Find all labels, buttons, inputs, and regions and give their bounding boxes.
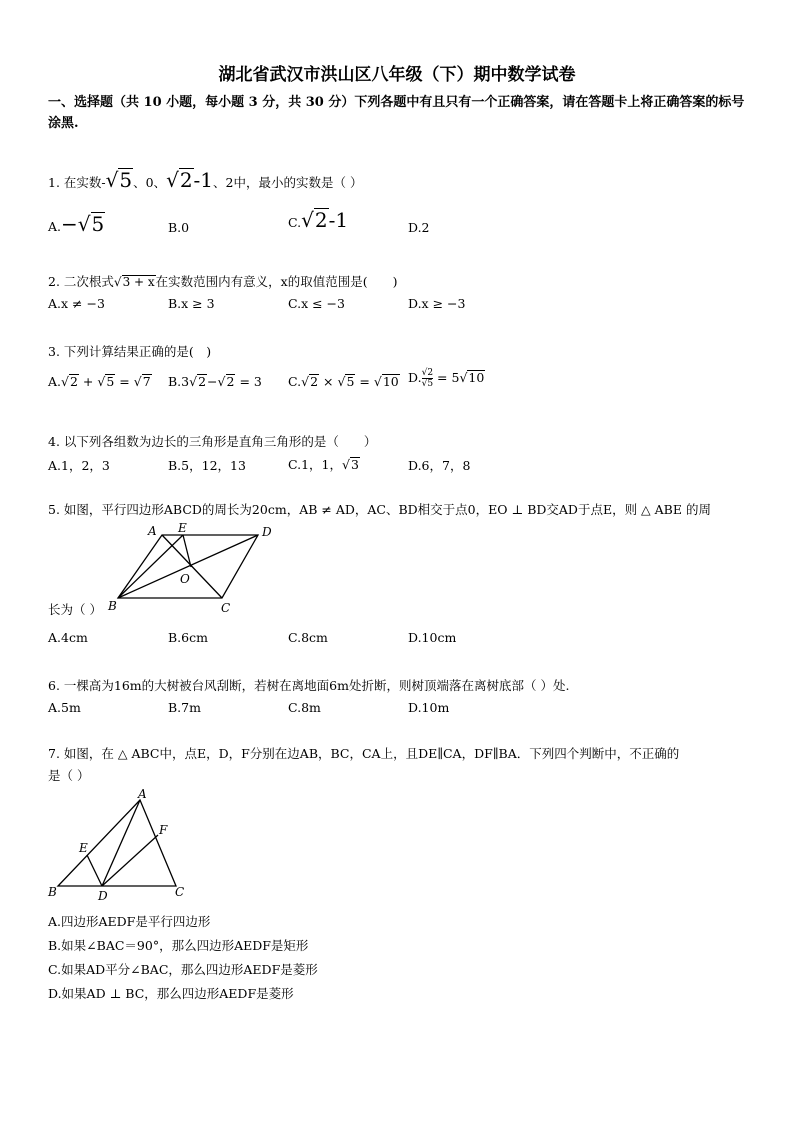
- page-title: 湖北省武汉市洪山区八年级（下）期中数学试卷: [218, 65, 576, 85]
- q3-d-rad3: 10: [468, 370, 485, 385]
- q3-option-a: A.√2 + √5 = √7: [48, 374, 151, 389]
- q3-a-op: +: [82, 374, 94, 389]
- segment-be: [118, 535, 183, 598]
- q3-a-rad1: 2: [69, 374, 78, 389]
- q2-option-a: A.x ≠ −3: [48, 296, 105, 311]
- question-6-stem: 6. 一棵高为16m的大树被台风刮断，若树在离地面6m处折断，则树顶端落在离树底部（ ）处.: [48, 678, 570, 693]
- q3-c-label: C.: [288, 374, 302, 389]
- label-o: O: [180, 572, 190, 586]
- q2-stem-a: 2. 二次根式: [48, 274, 114, 289]
- q3-d-numerator: √2: [421, 368, 434, 378]
- q5-option-d: D.10cm: [408, 630, 457, 645]
- q3-a-eq: =: [119, 374, 130, 389]
- question-7-stem-line2: 是（ ）: [48, 768, 90, 783]
- q1-option-b: B.0: [168, 220, 190, 235]
- q4-option-b: B.5，12，13: [168, 458, 246, 473]
- q3-c-rad1: 2: [310, 374, 319, 389]
- q3-d-fraction: [422, 368, 433, 389]
- diagonal-ac: [162, 535, 222, 598]
- q6-option-d: D.10m: [408, 700, 450, 715]
- segment-df: [102, 835, 158, 886]
- label-e: E: [79, 841, 88, 855]
- q6-option-a: A.5m: [48, 700, 81, 715]
- q3-option-d: D. $\frac{√2}{√5}$ = 5√10: [408, 368, 485, 389]
- q3-option-c: C.√2 × √5 = √10: [288, 374, 399, 389]
- label-d: D: [98, 889, 108, 903]
- parallelogram-figure: [100, 520, 290, 616]
- segment-ed: [87, 855, 102, 886]
- q3-b-op: −: [207, 374, 218, 389]
- label-b: B: [108, 599, 117, 613]
- q1-radicand-2: 2: [179, 168, 193, 192]
- q4-option-c: C.1，1，√3: [288, 457, 359, 472]
- q2-option-b: B.x ≥ 3: [168, 296, 215, 311]
- q2-option-d: D.x ≥ −3: [408, 296, 466, 311]
- q1-sqrt2-minus1: √2-1: [166, 168, 214, 192]
- q1-c-radicand: 2: [314, 208, 328, 232]
- q3-b-label: B.: [168, 374, 182, 389]
- q1-option-c: [288, 208, 348, 232]
- q3-c-op: ×: [323, 374, 334, 389]
- q3-c-rad3: 10: [382, 374, 399, 389]
- q3-b-rad2: 2: [226, 374, 235, 389]
- q1-c-expr: √2-1: [301, 208, 349, 232]
- label-c: C: [175, 885, 185, 899]
- q3-d-den-rad: 5: [427, 379, 434, 389]
- q1-a-minus: −: [61, 212, 78, 236]
- question-1-stem: [48, 168, 362, 192]
- q1-minus-one: -1: [193, 168, 214, 192]
- q7-option-c: C.如果AD平分∠BAC，那么四边形AEDF是菱形: [48, 962, 318, 977]
- q7-option-b: B.如果∠BAC＝90°，那么四边形AEDF是矩形: [48, 938, 309, 953]
- question-5-stem: 5. 如图，平行四边形ABCD的周长为20cm，AB ≠ AD，AC、BD相交于点0，EO ⊥ BD交AD于点E，则 △ ABE 的周: [48, 502, 711, 517]
- label-a: A: [148, 524, 157, 538]
- q3-option-b: B.3√2−√2 = 3: [168, 374, 262, 389]
- q1-a-radicand: 5: [91, 212, 105, 236]
- segment-eo: [183, 535, 191, 567]
- q4-option-d: D.6，7，8: [408, 458, 471, 473]
- segment-ad: [102, 800, 140, 886]
- label-b: B: [48, 885, 57, 899]
- q1-sqrt5: √5: [105, 168, 133, 192]
- q3-d-label: D.: [408, 370, 422, 385]
- q1-stem-b: 、0、: [133, 175, 167, 190]
- q2-stem-b: 在实数范围内有意义，x的取值范围是( ): [155, 274, 398, 289]
- triangle-figure: [44, 784, 194, 906]
- q1-option-a: [48, 212, 105, 236]
- q1-radicand-5: 5: [119, 168, 133, 192]
- q4-c-radicand: 3: [350, 457, 359, 472]
- label-d: D: [262, 525, 272, 539]
- q3-b-rad1: 2: [198, 374, 207, 389]
- q3-a-label: A.: [48, 374, 62, 389]
- question-3-stem: 3. 下列计算结果正确的是( ): [48, 344, 212, 359]
- q5-option-c: C.8cm: [288, 630, 328, 645]
- q1-c-label: C.: [288, 215, 302, 230]
- q7-option-d: D.如果AD ⊥ BC，那么四边形AEDF是菱形: [48, 986, 294, 1001]
- q3-a-rad3: 7: [142, 374, 151, 389]
- q6-option-c: C.8m: [288, 700, 321, 715]
- q5-option-b: B.6cm: [168, 630, 208, 645]
- q1-a-expr: −√5: [61, 212, 105, 236]
- q1-stem-a: 1. 在实数-: [48, 175, 106, 190]
- q3-d-denominator: √5: [421, 379, 434, 389]
- q3-c-rad2: 5: [346, 374, 355, 389]
- q3-d-eq: = 5: [437, 370, 460, 385]
- question-5-stem-tail: 长为（ ）: [48, 602, 102, 617]
- label-e: E: [178, 521, 187, 535]
- question-4-stem: 4. 以下列各组数为边长的三角形是直角三角形的是（ ）: [48, 434, 377, 449]
- q3-b-eq: = 3: [239, 374, 262, 389]
- q3-c-eq: =: [359, 374, 370, 389]
- q6-option-b: B.7m: [168, 700, 201, 715]
- q7-option-a: A.四边形AEDF是平行四边形: [48, 914, 211, 929]
- label-a: A: [138, 787, 147, 801]
- label-f: F: [159, 823, 168, 837]
- section-heading: 一、选择题（共 10 小题，每小题 3 分，共 30 分）下列各题中有且只有一个正确答案，请在答题卡上将正确答案的标号涂黑.: [48, 95, 745, 131]
- q5-option-a: A.4cm: [48, 630, 88, 645]
- q4-c-prefix: C.1，1，: [288, 457, 342, 472]
- q1-option-d: D.2: [408, 220, 430, 235]
- q1-c-tail: -1: [328, 208, 349, 232]
- q3-a-rad2: 5: [106, 374, 115, 389]
- q2-sqrt: √3 + x: [113, 275, 155, 289]
- q2-radicand: 3 + x: [122, 275, 155, 289]
- diagonal-bd: [118, 535, 258, 598]
- question-7-stem-line1: 7. 如图，在 △ ABC中，点E，D，F分别在边AB，BC，CA上，且DE∥CA，DF∥BA．下列四个判断中，不正确的: [48, 746, 680, 761]
- q3-d-num-rad: 2: [427, 368, 434, 378]
- label-c: C: [221, 601, 231, 615]
- q4-option-a: A.1，2，3: [48, 458, 110, 473]
- q3-b-coef: 3: [181, 374, 190, 389]
- question-2-stem: [48, 272, 397, 290]
- q1-a-label: A.: [48, 219, 62, 234]
- q1-stem-c: 、2中，最小的实数是（ ）: [213, 175, 363, 190]
- q2-option-c: C.x ≤ −3: [288, 296, 345, 311]
